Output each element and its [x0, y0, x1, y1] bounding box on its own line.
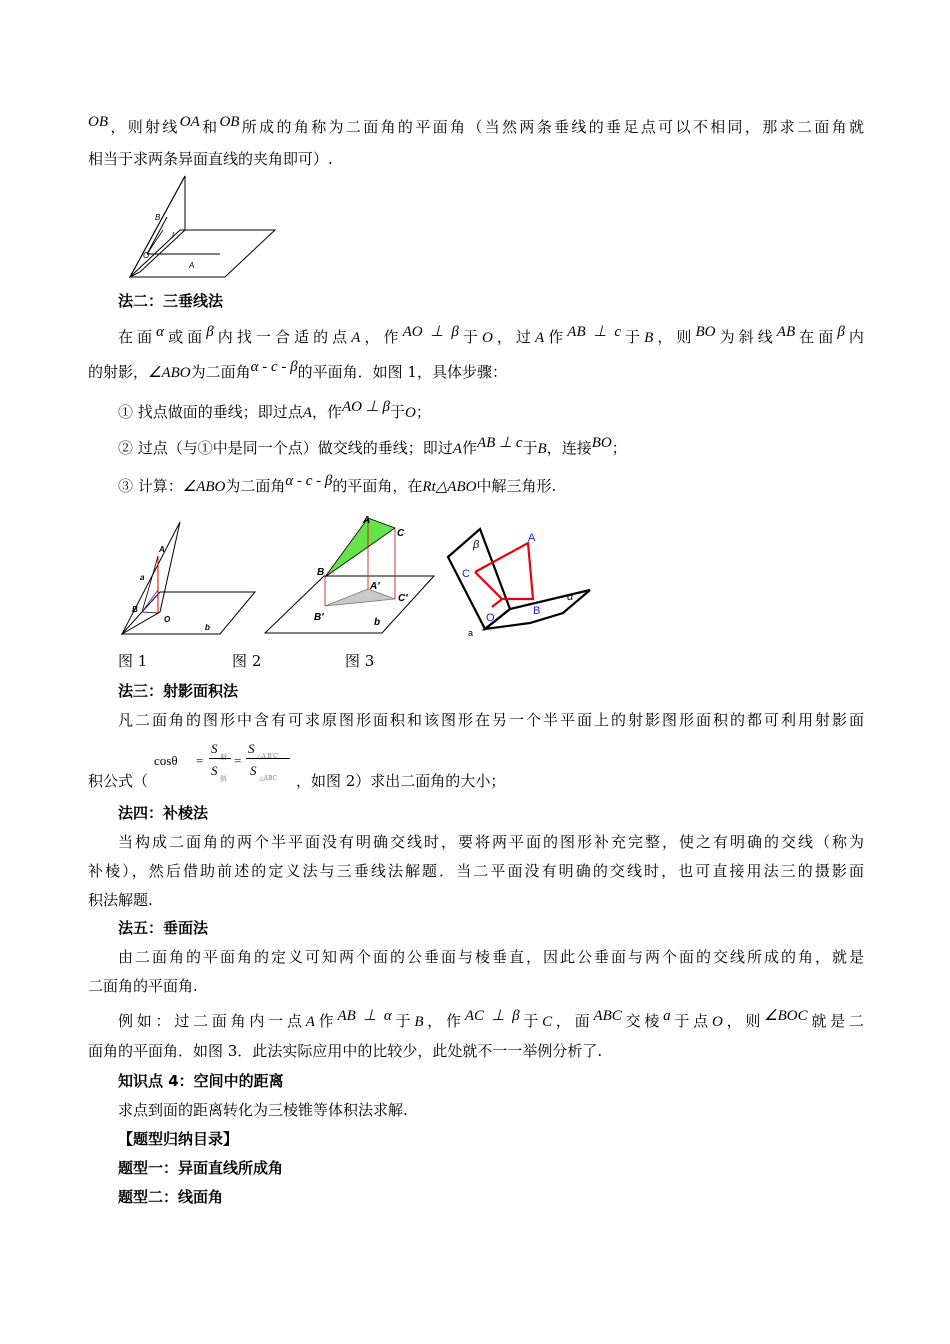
method-five-title: 法五：垂面法 [118, 919, 209, 937]
label-line-a: a [468, 628, 474, 638]
formula-equals: = [196, 753, 204, 768]
paragraph-line: 补棱），然后借助前述的定义法与三垂线法解题．当二平面没有明确的交线时，也可直接用法三的摄影面 [88, 862, 864, 880]
dihedral-definition-figure [125, 172, 285, 282]
math-beta: β [206, 324, 214, 340]
question-type-2: 题型二：线面角 [118, 1188, 224, 1206]
paragraph-line [118, 326, 864, 349]
math-rt-abo: Rt△ABO [422, 479, 477, 495]
text: ③ 计算： [118, 477, 183, 495]
math-edge-a: a [663, 1008, 671, 1024]
label-b: B [317, 567, 325, 578]
formula-cos: cosθ [154, 753, 178, 768]
label-plane-b: b [374, 617, 381, 628]
label-b: B [132, 605, 138, 614]
text: ； [611, 439, 627, 457]
math-bo: BO [591, 435, 612, 451]
math-ob: OB [88, 114, 108, 130]
math-a: A [351, 330, 361, 346]
method-four-title: 法四：补棱法 [118, 804, 209, 822]
paragraph-line: 当构成二面角的两个半平面没有明确交线时，要将两平面的图形补充完整，使之有明确的交线（称为 [118, 833, 864, 851]
text: 就是二 [807, 1012, 864, 1030]
paragraph-line: 积法解题. [88, 891, 153, 909]
text: ，则 [653, 328, 696, 346]
math-o: O [481, 330, 493, 346]
math-b: B [644, 330, 654, 346]
math-o: O [405, 405, 416, 421]
plane-b [122, 592, 255, 634]
math-ab-perp-c: AB ⊥ c [567, 324, 621, 340]
text: ； [415, 403, 431, 421]
text: 于 [522, 439, 538, 457]
text: 为二面角 [190, 363, 251, 381]
step-two [118, 437, 864, 460]
paragraph-line: 凡二面角的图形中含有可求原图形面积和该图形在另一个半平面上的射影图形面积的都可利用射影面 [118, 711, 864, 729]
label-a: A [528, 532, 536, 544]
projection-area-formula [154, 738, 294, 788]
text: 积公式（ [88, 772, 149, 790]
label-alpha: α [567, 591, 574, 603]
label-a: A [363, 515, 371, 526]
formula-s: S [211, 763, 218, 778]
label-c: C [462, 568, 470, 580]
example-line [118, 1010, 864, 1033]
segment-bo [142, 612, 158, 613]
red-short [492, 599, 502, 607]
text: 为二面角 [225, 477, 286, 495]
label-c: C [397, 528, 405, 539]
text: 于 [390, 403, 406, 421]
example-line: 面角的平面角．如图 3．此法实际应用中的比较少，此处就不一一举例分析了. [88, 1042, 603, 1060]
text: ，作 [423, 1012, 465, 1030]
math-alpha: α [156, 324, 165, 340]
text: 的平面角．如图 1，具体步骤： [297, 363, 507, 381]
text: 内 [844, 328, 864, 346]
caption-figure-3: 图 3 [345, 652, 375, 670]
formula-sub: △ABC [259, 775, 278, 782]
triangle-abc [325, 518, 395, 577]
math-ao-perp-beta: AO ⊥ β [341, 399, 391, 415]
text: 于 [458, 328, 482, 346]
label-o: O [486, 612, 495, 624]
text: 作 [544, 328, 568, 346]
text: 或面 [164, 328, 207, 346]
label-b: B [155, 213, 161, 222]
text: 的平面角，在 [332, 477, 423, 495]
ray-ob [147, 217, 167, 254]
math-bo: BO [695, 324, 716, 340]
text: 于 [519, 1012, 543, 1030]
math-a: A [452, 441, 462, 457]
text: 于 [620, 328, 645, 346]
math-b: B [537, 441, 547, 457]
formula-sub: △A′B′C′ [257, 753, 280, 760]
figure-2-projection-area [262, 510, 442, 635]
triangle-projection [325, 589, 395, 606]
text: ② 过点（与①中是同一个点）做交线的垂线；即过 [118, 439, 453, 457]
math-angle-abo: ∠ABO [182, 479, 226, 495]
math-ac-perp-beta: AC ⊥ β [464, 1008, 520, 1024]
formula-equals: = [234, 753, 242, 768]
math-dihedral: α - c - β [285, 473, 333, 489]
step-one [118, 401, 864, 424]
label-line-a: a [140, 573, 145, 582]
text: 例如：过二面角内一点 [118, 1012, 306, 1030]
label-o: O [164, 615, 171, 624]
text: 为斜线 [715, 328, 777, 346]
formula-s: S [211, 741, 218, 756]
text: 于 [391, 1012, 415, 1030]
text: ，面 [552, 1012, 594, 1030]
text: ① 找点做面的垂线；即过点 [118, 403, 303, 421]
math-ab-perp-c: AB ⊥ c [476, 435, 523, 451]
paragraph-line: 求点到面的距离转化为三棱锥等体积法求解. [118, 1101, 408, 1119]
paragraph-line: 二面角的平面角. [88, 977, 198, 995]
label-a: A [159, 545, 165, 554]
text: 中解三角形. [476, 477, 557, 495]
plane-a [122, 522, 180, 634]
text: ，连接 [546, 439, 592, 457]
formula-s: S [248, 741, 255, 756]
question-type-1: 题型一：异面直线所成角 [118, 1159, 284, 1177]
math-a: A [305, 1014, 315, 1030]
figure-3-perpendicular-plane [445, 522, 605, 640]
text: 所成的角称为二面角的平面角（当然两条垂线的垂足点可以不相同，那求二面角就 [239, 118, 864, 136]
text: ，如图 2）求出二面角的大小； [296, 772, 506, 790]
text: 于点 [670, 1012, 712, 1030]
math-ab: AB [776, 324, 796, 340]
text: 在面 [795, 328, 838, 346]
label-a-prime: A′ [370, 581, 380, 592]
math-oa: OA [179, 114, 200, 130]
math-beta: β [837, 324, 845, 340]
fraction-bar [246, 758, 290, 759]
text: 交棱 [621, 1012, 664, 1030]
paragraph-line [88, 116, 864, 139]
label-b: B [533, 605, 541, 617]
math-abc: ABC [593, 1008, 622, 1024]
method-three-title: 法三：射影面积法 [118, 682, 239, 700]
figure-1-three-perpendicular [120, 520, 260, 640]
caption-figure-2: 图 2 [232, 652, 262, 670]
label-plane-b: b [205, 623, 210, 632]
math-angle-abo: ∠ABO [148, 365, 191, 381]
math-ao-perp-beta: AO ⊥ β [402, 324, 459, 340]
text: ，过 [492, 328, 535, 346]
text: 和 [199, 118, 220, 136]
formula-line [88, 738, 864, 794]
text: 作 [461, 439, 477, 457]
method-two-title: 法二：三垂线法 [118, 292, 224, 310]
label-l: l [172, 231, 174, 240]
math-b: B [414, 1014, 424, 1030]
label-c-prime: C′ [398, 593, 408, 604]
plane [265, 576, 434, 633]
label-o: O [143, 251, 150, 260]
formula-sub: 射 [220, 753, 227, 761]
text: 在面 [118, 328, 157, 346]
math-a: A [302, 405, 312, 421]
text: ，则 [722, 1012, 765, 1030]
projection [142, 590, 158, 612]
text: ，则射线 [108, 118, 180, 136]
math-angle-boc: ∠BOC [764, 1008, 808, 1024]
math-a: A [534, 330, 545, 346]
text: 作 [314, 1012, 338, 1030]
paragraph-line [88, 361, 864, 384]
step-three [118, 475, 864, 498]
fraction-bar [209, 758, 231, 759]
label-a: A [189, 261, 195, 270]
math-c: C [542, 1014, 553, 1030]
paragraph-line: 相当于求两条异面直线的夹角即可）. [88, 150, 333, 168]
knowledge-point-4-title: 知识点 4：空间中的距离 [118, 1072, 284, 1090]
label-beta: β [473, 539, 480, 551]
math-o: O [711, 1014, 723, 1030]
text: 内找一合适的点 [213, 328, 352, 346]
formula-s: S [250, 763, 257, 778]
math-ab-perp-alpha: AB ⊥ α [337, 1008, 392, 1024]
paragraph-line: 由二面角的平面角的定义可知两个面的公垂面与棱垂直，因此公垂面与两个面的交线所成的角，就是 [118, 948, 864, 966]
caption-figure-1: 图 1 [118, 652, 148, 670]
text: ，作 [311, 403, 342, 421]
label-b-prime: B′ [314, 612, 324, 623]
math-dihedral: α - c - β [250, 359, 298, 375]
catalog-title: 【题型归纳目录】 [118, 1130, 239, 1148]
math-ob: OB [219, 114, 240, 130]
text: ，作 [360, 328, 403, 346]
edge-line [130, 176, 185, 277]
formula-sub: 斜 [220, 775, 227, 783]
text: 的射影， [88, 363, 149, 381]
